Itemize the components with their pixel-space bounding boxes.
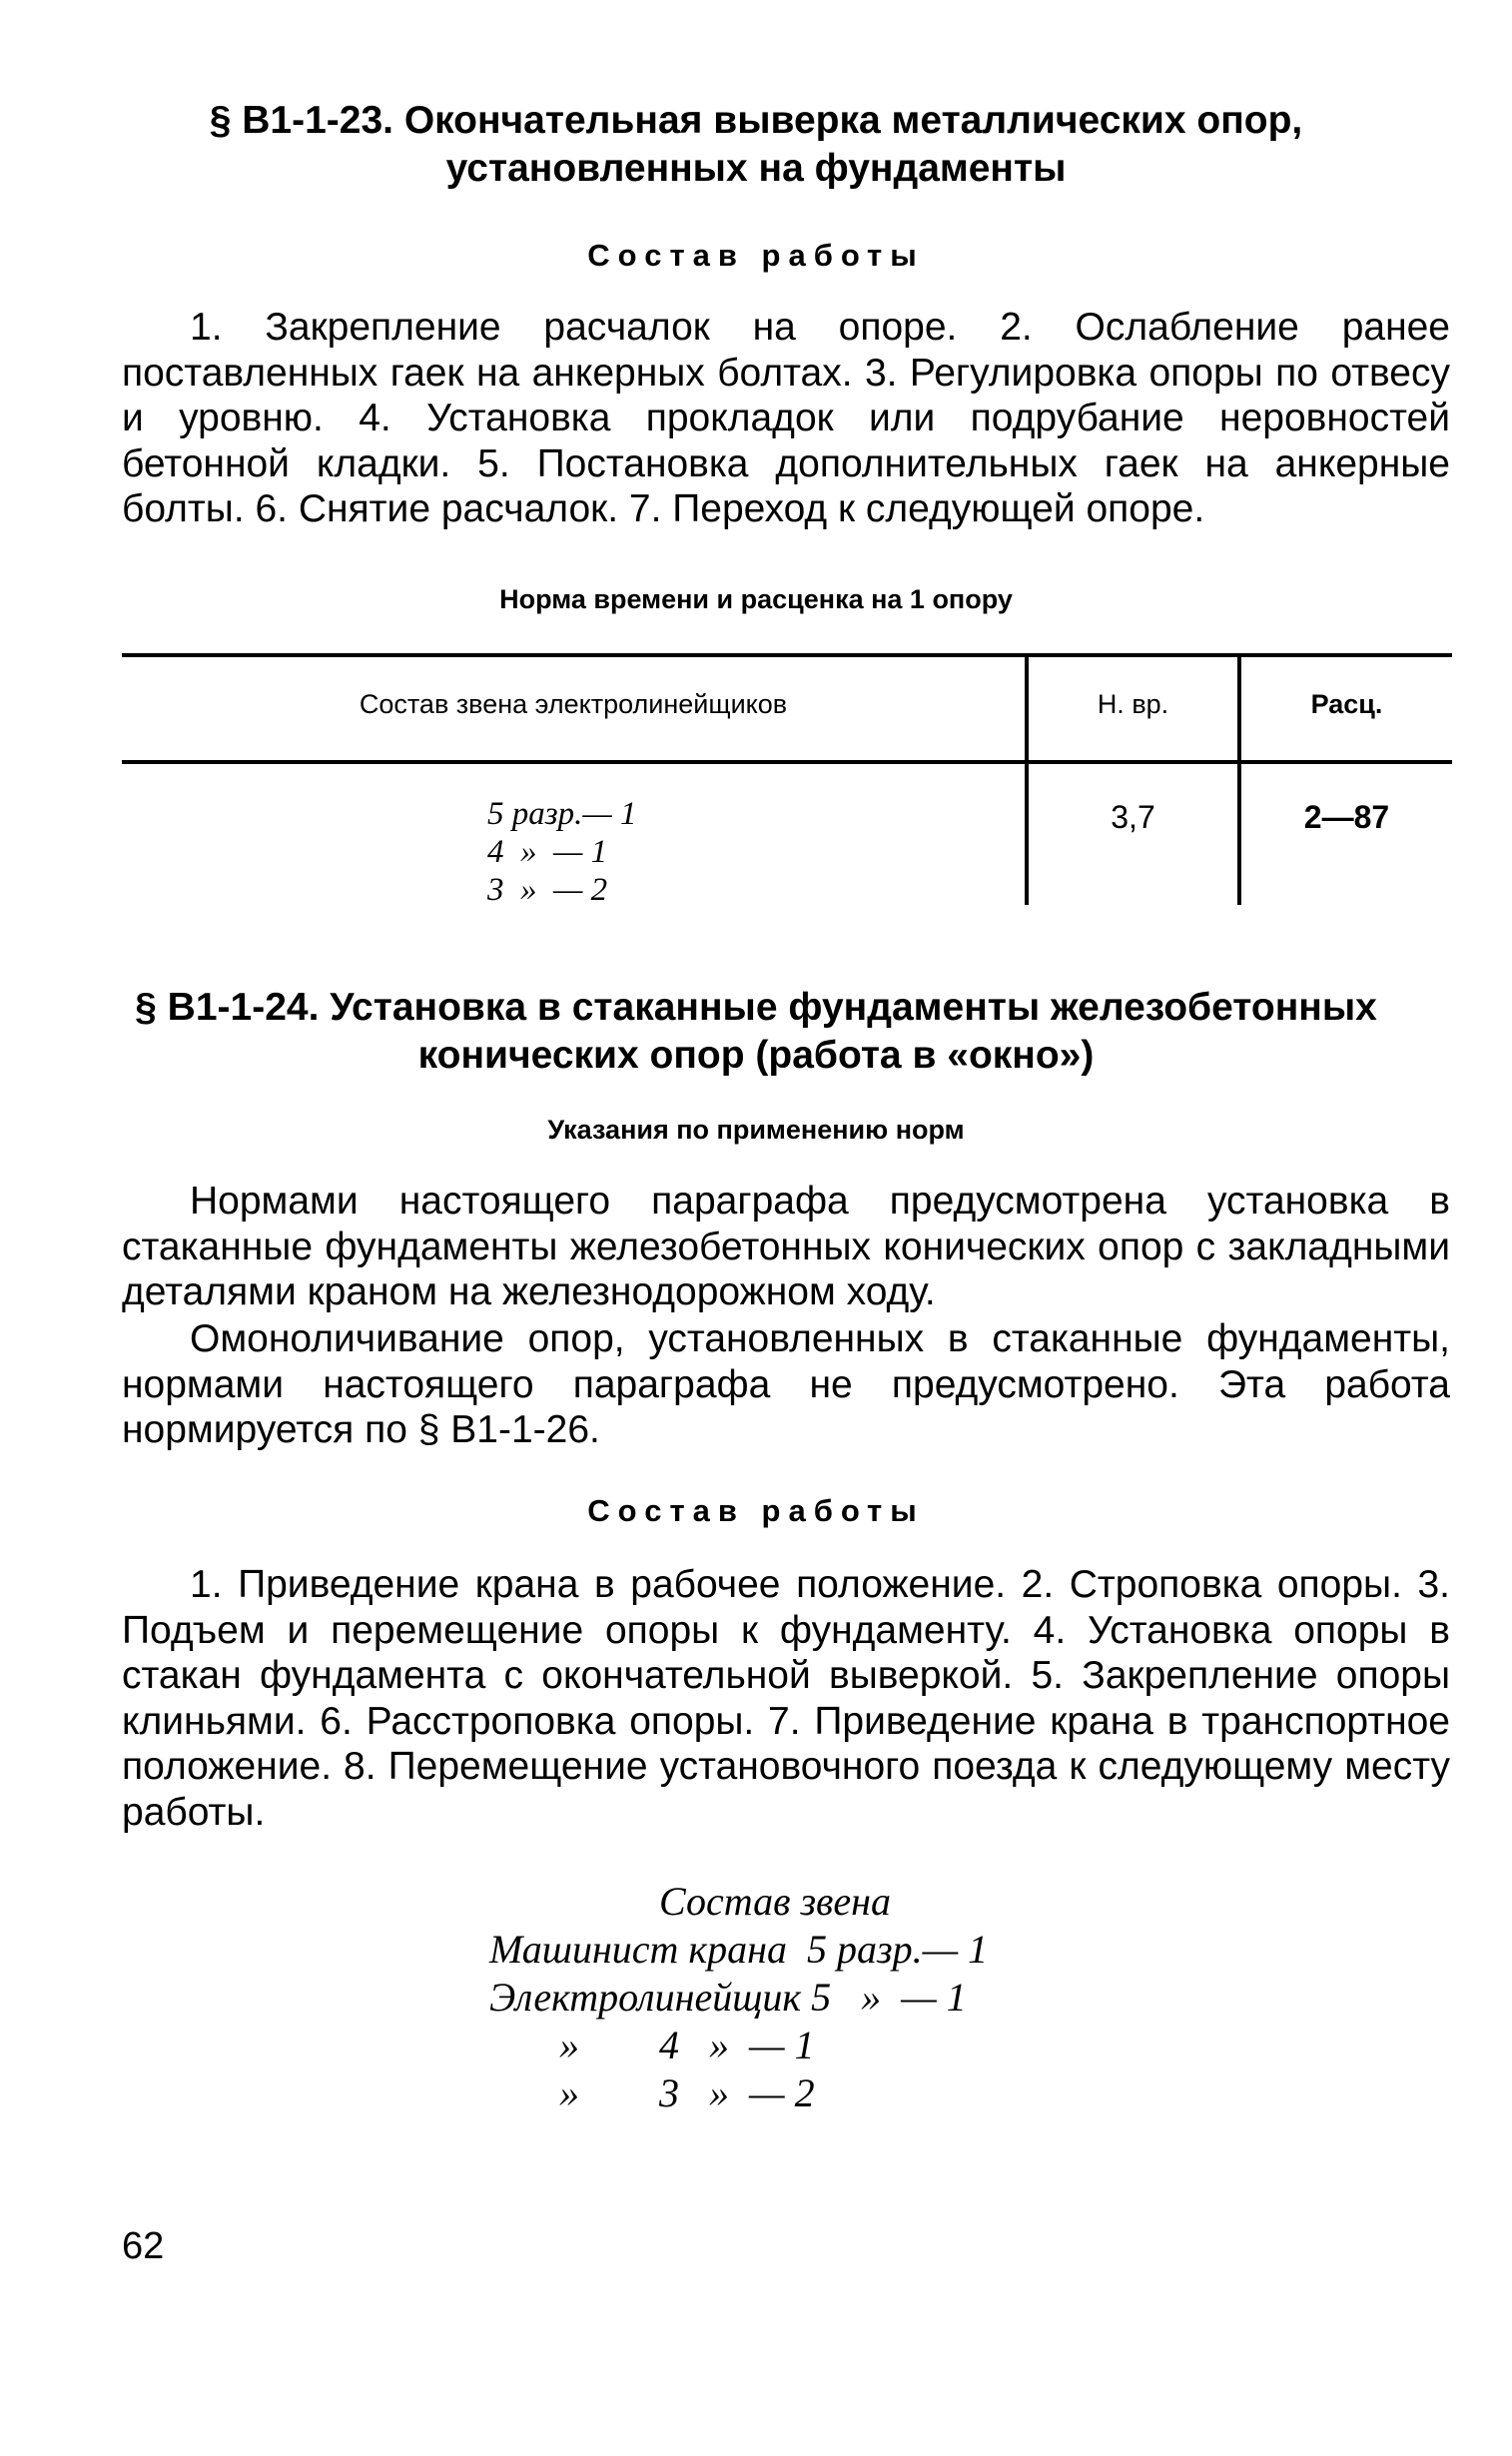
section-24-title-line2: конических опор (работа в «окно») [417,1034,1095,1077]
table-crew-row: 3 » — 2 [487,872,608,908]
table-top-rule [122,653,1452,657]
table-crew-row: 5 разр.— 1 [487,796,637,832]
crew-line: » 4 » — 1 [489,2023,815,2067]
section-24-guidance-paragraph-1: Нормами настоящего параграфа предусмотрена установка в стаканные фундаменты железобетонных конических опор с закладными деталями краном на железнодорожном ходу. [122,1180,1450,1313]
section-23-work-text: 1. Закрепление расчалок на опоре. 2. Ослабление ранее поставленных гаек на анкерных болтах. 3. Регулировка опоры по отвесу и уровню. 4. Установка прокладок или подрубание неровностей бетонной кладки. 5. Постановка дополнительных гаек на анкерные болты. 6. Снятие расчалок. 7. Переход к следующей опоре. [122,306,1450,530]
table-header-rate: Расц. [1310,689,1383,719]
section-24-guidance-paragraph-2: Омоноличивание опор, установленных в стаканные фундаменты, нормами настоящего параграфа не предусмотрено. Эта работа нормируется по § В1-1-26. [122,1317,1450,1451]
table-header-crew: Состав звена электролинейщиков [359,689,788,719]
section-23-work-heading: Состав работы [587,238,925,273]
table-header-time-norm: Н. вр. [1097,689,1169,719]
table-header-rule [122,760,1452,764]
section-23-table-caption: Норма времени и расценка на 1 опору [499,584,1013,614]
section-23-title-line2: установленных на фундаменты [445,147,1067,190]
section-24-work-text: 1. Приведение крана в рабочее положение. 2. Строповка опоры. 3. Подъем и перемещение опоры к фундаменту. 4. Установка опоры в стакан фундамента с окончательной выверкой. 5. Закрепление опоры клиньями. 6. Расстроповка опоры. 7. Приведение крана в транспортное положение. 8. Перемещение установочного поезда к следующему месту работы. [122,1563,1450,1834]
section-24-guidance-heading: Указания по применению норм [547,1115,965,1145]
page-number: 62 [122,2225,165,2267]
crew-line: » 3 » — 2 [489,2070,815,2115]
crew-line: Машинист крана 5 разр.— 1 [489,1927,989,1972]
crew-line: Электролинейщик 5 » — 1 [489,1975,967,2020]
section-23-title-line1: § В1-1-23. Окончательная выверка металлических опор, [209,99,1303,142]
section-24-work-heading: Состав работы [587,1493,925,1528]
table-rate-value: 2—87 [1303,799,1390,835]
crew-heading: Состав звена [659,1879,892,1924]
section-24-title-line1: § В1-1-24. Установка в стаканные фундаменты железобетонных [135,986,1377,1029]
table-time-norm-value: 3,7 [1111,799,1155,835]
table-crew-row: 4 » — 1 [487,834,608,870]
